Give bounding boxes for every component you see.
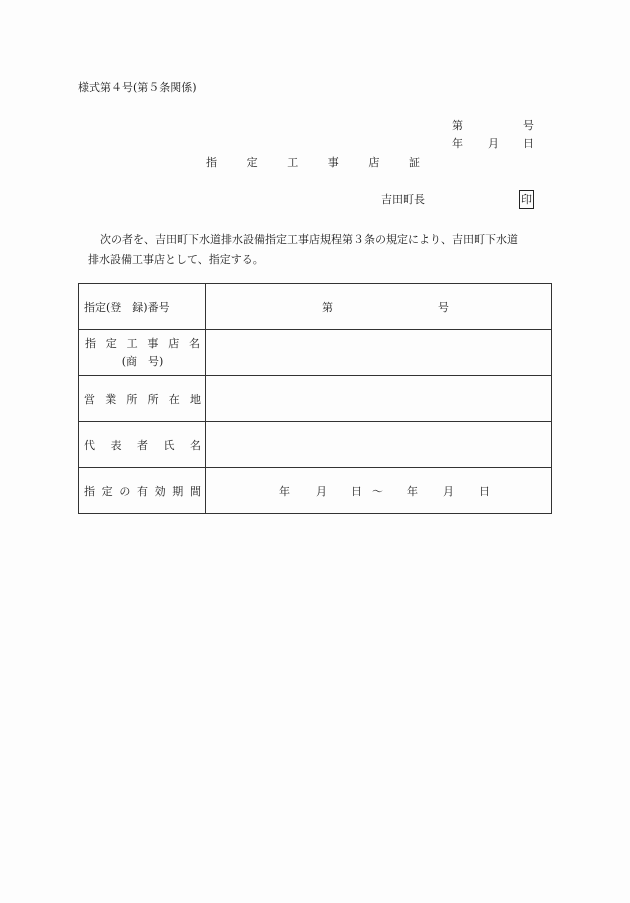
row-label	[79, 468, 206, 514]
reg-dai: 第	[322, 300, 333, 314]
label-char: 在	[168, 392, 180, 406]
document-title	[206, 156, 420, 170]
body-paragraph	[88, 230, 550, 270]
label-char: 氏	[163, 438, 175, 452]
title-char: 定	[246, 156, 258, 169]
row-label	[79, 284, 206, 330]
office-address-value	[206, 376, 552, 422]
period-end-year: 年	[407, 484, 418, 498]
label-char: 名	[190, 438, 201, 452]
representative-label	[84, 437, 201, 453]
reg-number-value	[206, 284, 552, 330]
reg-go: 号	[438, 300, 449, 314]
label-char: 地	[189, 392, 201, 406]
form-reference: 様式第４号(第５条関係)	[78, 81, 197, 94]
shop-name-label	[84, 335, 201, 353]
title-char: 指	[206, 156, 217, 169]
title-char: 店	[368, 156, 380, 169]
table-row	[79, 284, 552, 330]
period-tilde: ～	[372, 484, 383, 498]
valid-period-value	[206, 468, 552, 514]
label-char: 業	[105, 392, 117, 406]
registration-table	[78, 283, 552, 514]
label-char: 者	[137, 438, 148, 452]
date-year: 年	[452, 137, 463, 150]
label-char: 表	[110, 438, 122, 452]
label-char: 間	[189, 484, 201, 498]
label-char: 営	[84, 392, 95, 406]
title-char: 事	[327, 156, 339, 169]
row-label	[79, 376, 206, 422]
office-address-label	[84, 391, 201, 407]
date-month: 月	[488, 137, 499, 150]
reg-number-label: 指定(登 録)番号	[84, 300, 170, 314]
label-char: 有	[136, 484, 148, 498]
label-char: 店	[168, 336, 180, 350]
row-label	[79, 330, 206, 376]
label-char: 定	[101, 484, 113, 498]
table-row	[79, 330, 552, 376]
row-label	[79, 422, 206, 468]
label-char: 所	[147, 392, 159, 406]
date-day: 日	[523, 137, 534, 150]
label-char: 所	[126, 392, 138, 406]
title-char: 証	[408, 156, 420, 169]
representative-value	[206, 422, 552, 468]
shop-name-value	[206, 330, 552, 376]
label-char: 定	[105, 336, 117, 350]
period-start-month: 月	[316, 484, 327, 498]
valid-period-label	[84, 483, 201, 499]
body-line: 排水設備工事店として、指定する。	[88, 253, 264, 266]
label-char: 指	[85, 336, 96, 350]
body-line: 次の者を、吉田町下水道排水設備指定工事店規程第３条の規定により、吉田町下水道	[100, 233, 518, 246]
label-char: 指	[84, 484, 95, 498]
period-start-day: 日	[351, 484, 362, 498]
label-char: 事	[147, 336, 159, 350]
table-row	[79, 468, 552, 514]
label-char: 代	[84, 438, 95, 452]
issuer-name: 吉田町長	[381, 193, 425, 206]
number-go: 号	[523, 119, 534, 132]
period-start-year: 年	[279, 484, 290, 498]
label-char: 名	[188, 336, 200, 350]
table-row	[79, 376, 552, 422]
seal-mark: 印	[519, 190, 534, 209]
label-char: 期	[172, 484, 184, 498]
table-row	[79, 422, 552, 468]
label-char: の	[119, 484, 131, 498]
label-char: 工	[126, 336, 138, 350]
title-char: 工	[287, 156, 299, 169]
number-dai: 第	[452, 119, 463, 132]
period-end-day: 日	[479, 484, 490, 498]
period-end-month: 月	[443, 484, 454, 498]
label-char: 効	[154, 484, 166, 498]
trade-name-sub-label: (商 号)	[121, 354, 164, 368]
